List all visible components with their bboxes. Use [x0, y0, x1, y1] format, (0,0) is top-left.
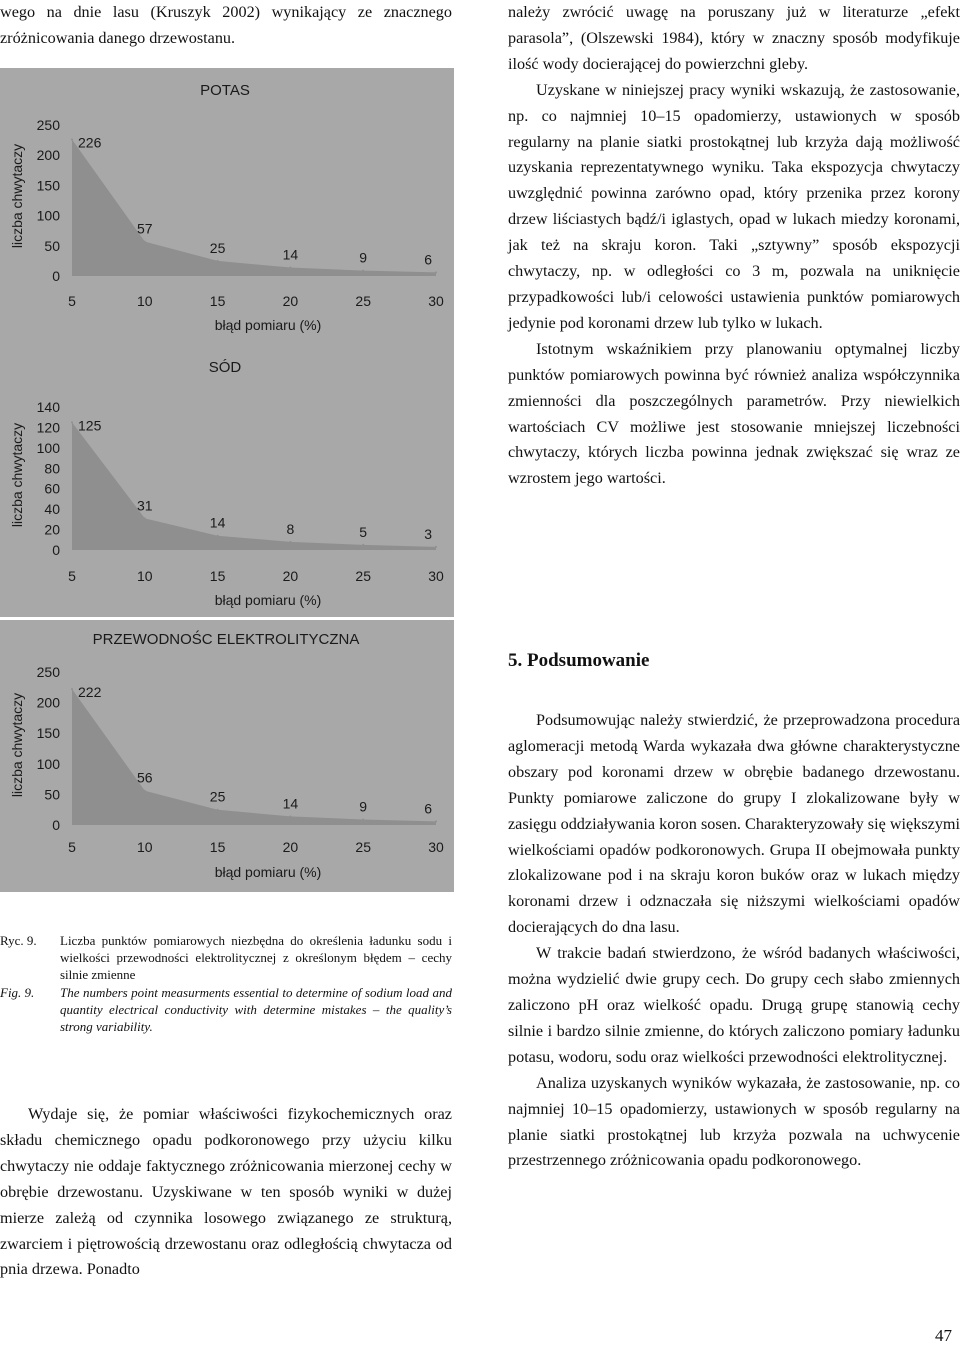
chart-data-point: [435, 271, 437, 273]
chart-data-label: 226: [78, 134, 102, 151]
chart-y-tick-label: 200: [36, 694, 60, 711]
chart-y-tick-label: 50: [44, 237, 60, 254]
chart-data-label: 6: [424, 251, 432, 268]
chart-data-point: [217, 260, 219, 262]
chart-y-axis-label: liczba chwytaczy: [9, 143, 25, 249]
chart-data-label: 25: [209, 788, 226, 805]
chart-data-label: 14: [282, 246, 299, 263]
chart-data-label: 125: [78, 417, 102, 434]
chart-data-label: 25: [209, 239, 226, 256]
chart-x-tick-label: 20: [282, 568, 299, 584]
chart-y-axis-label: liczba chwytaczy: [9, 422, 25, 528]
chart-data-point: [217, 809, 219, 811]
chart-y-axis-label: liczba chwytaczy: [9, 692, 25, 798]
chart-x-tick-label: 15: [209, 839, 226, 855]
chart-x-tick-label: 10: [137, 293, 153, 309]
chart-data-label: 5: [359, 523, 368, 540]
summary-paragraph-2: W trakcie badań stwierdzono, że wśród badanych właściwości, można wydzielić dwie grupy cech. Do grupy cech słabo zmiennych zaliczono pH oraz wielkość opadu. Drugą grupę stanowią cechy silnie i bardzo silnie zmienne, do których zaliczono pomiary ładunku potasu, wodoru, sodu oraz wielkości przewodności elektrolitycznej.: [508, 944, 960, 1066]
right-paragraph-1: należy zwrócić uwagę na poruszany już w literaturze „efekt parasola”, (Olszewski 1984), który w znaczny sposób modyfikuje ilość wody docierającej do powierzchni gleby.: [508, 3, 960, 73]
chart-data-label: 31: [137, 497, 153, 514]
chart-data-point: [289, 815, 291, 817]
chart-data-point: [217, 535, 219, 537]
chart-data-label: 14: [282, 795, 299, 812]
chart-title: SÓD: [208, 359, 242, 376]
chart-data-point: [144, 790, 146, 792]
caption-label-en: Fig. 9.: [0, 984, 35, 1000]
chart-x-tick-label: 15: [209, 568, 226, 584]
left-top-text: [0, 0, 452, 52]
left-top-paragraph: wego na dnie lasu (Kruszyk 2002) wynikający ze znacznego zróżnicowania danego drzewostanu.: [0, 3, 452, 47]
chart-y-tick-label: 100: [36, 439, 60, 456]
chart-y-tick-label: 40: [44, 501, 60, 518]
chart-y-tick-label: 140: [36, 399, 60, 415]
chart-data-point: [362, 544, 364, 546]
chart-x-tick-label: 30: [428, 839, 444, 855]
chart-x-tick-label: 5: [68, 839, 76, 855]
chart-data-label: 57: [137, 220, 153, 237]
chart-data-point: [144, 517, 146, 519]
chart-data-label: 14: [209, 514, 226, 531]
chart-x-axis-label: błąd pomiaru (%): [214, 864, 322, 880]
chart-x-tick-label: 20: [282, 293, 299, 309]
chart-y-tick-label: 250: [36, 117, 60, 133]
caption-text-pl: Liczba punktów pomiarowych niezbędna do określenia ładunku sodu i wielkości przewodności elektrolitycznej z określonym błędem – cechy silnie zmienne: [60, 933, 452, 983]
chart-x-tick-label: 25: [355, 293, 371, 309]
chart-y-tick-label: 150: [36, 725, 60, 742]
chart-data-label: 9: [359, 249, 368, 266]
chart-x-tick-label: 25: [355, 839, 371, 855]
right-column-text: [508, 0, 960, 492]
chart-data-label: 8: [286, 520, 295, 537]
caption-label-pl: Ryc. 9.: [0, 933, 37, 948]
chart-x-tick-label: 10: [137, 568, 153, 584]
chart-x-tick-label: 5: [68, 293, 76, 309]
figure-caption: [0, 932, 452, 1035]
right-paragraph-2: Uzyskane w niniejszej pracy wyniki wskazują, że zastosowanie, np. co najmniej 10–15 opadomierzy, ustawionych w sposób regularny na planie siatki prostokątnej lub krzyża dają możliwość uzyskania reprezentatywnego wyniku. Taka ekspozycja chwytaczy uwzględnić powinna zarówno opad, który przenika przez korony drzew liściastych bądź/i iglastych, opad w lukach miedzy koronami, jak też na skraju koron. Taki „sztywny” sposób ekspozycji chwytaczy, np. w odległości co 3 m, pozwala na uniknięcie przypadkowości lub/i celowości ustawienia punktów pomiarowych jedynie pod koronami drzew lub tylko w lukach.: [508, 80, 960, 332]
chart-x-tick-label: 30: [428, 293, 444, 309]
chart-data-point: [362, 818, 364, 820]
summary-paragraph-3: Analiza uzyskanych wyników wykazała, że zastosowanie, np. co najmniej 10–15 opadomierzy, ustawionych w sposób regularny na planie siatki prostokątnej lub krzyża pozwala na uchwycenie przestrzennego zróżnicowania opadu podkoronowego.: [508, 1073, 960, 1170]
chart-y-tick-label: 250: [36, 664, 60, 680]
summary-paragraph-1: Podsumowując należy stwierdzić, że przeprowadzona procedura aglomeracji metodą Warda wykazała dwa główne charakterystyczne obszary pod koronami drzew w obrębie badanego drzewostanu. Punkty pomiarowe zaliczone do grupy I zlokalizowane były w zasięgu oddziaływania koron sosen. Charakteryzowały się większymi wielkościami opadów podkoronowych. Grupa II obejmowała punkty zlokalizowane pod i na skraju koron buków oraz w lukach między koronami drzew i odznaczała się niższymi wielkościami opadów docierających do dna lasu.: [508, 711, 960, 937]
chart-y-tick-label: 80: [44, 460, 60, 477]
chart-y-tick-label: 150: [36, 177, 60, 194]
chart-x-axis-label: błąd pomiaru (%): [214, 592, 322, 608]
chart-y-tick-label: 60: [44, 480, 60, 497]
caption-text-en: The numbers point measurments essential to determine of sodium load and quantity electrical conductivity with determine mistakes – the quality’s strong variability.: [60, 984, 452, 1035]
chart-y-tick-label: 50: [44, 786, 60, 803]
chart-y-tick-label: 0: [52, 542, 60, 558]
chart-data-point: [144, 241, 146, 243]
chart-x-tick-label: 5: [68, 568, 76, 584]
chart-x-tick-label: 30: [428, 568, 444, 584]
page-number: 47: [935, 1326, 952, 1345]
chart-y-tick-label: 0: [52, 268, 60, 284]
left-bottom-text: [0, 1102, 452, 1283]
chart-x-tick-label: 20: [282, 839, 299, 855]
chart-x-tick-label: 10: [137, 839, 153, 855]
chart-data-point: [435, 820, 437, 822]
chart-potas: [0, 68, 454, 345]
chart-data-label: 222: [78, 684, 102, 701]
chart-przewodnosc: [0, 620, 454, 892]
section-heading: 5. Podsumowanie: [508, 650, 650, 671]
chart-y-tick-label: 0: [52, 817, 60, 833]
chart-data-label: 3: [424, 525, 432, 542]
chart-y-tick-label: 100: [36, 755, 60, 772]
chart-y-tick-label: 20: [44, 521, 60, 538]
chart-data-point: [362, 270, 364, 272]
chart-data-point: [435, 546, 437, 548]
summary-text: [508, 708, 960, 1174]
chart-sod: [0, 345, 454, 617]
left-bottom-paragraph: Wydaje się, że pomiar właściwości fizykochemicznych oraz składu chemicznego opadu podkoronowego przy użyciu kilku chwytaczy nie oddaje faktycznego zróżnicowania mierzonej cechy w obrębie drzewostanu. Uzyskiwane w ten sposób wyniki w dużej mierze zależą od czynnika losowego związanego ze strukturą, zwarciem i piętrowością drzewostanu oraz odległością chwytacza od pnia drzewa. Ponadto: [0, 1105, 452, 1279]
chart-title: PRZEWODNOŚC ELEKTROLITYCZNA: [92, 631, 360, 648]
chart-data-point: [71, 421, 73, 423]
chart-data-point: [289, 267, 291, 269]
chart-title: POTAS: [200, 82, 250, 99]
chart-data-label: 6: [424, 800, 432, 817]
chart-data-point: [289, 541, 291, 543]
chart-data-point: [71, 688, 73, 690]
right-paragraph-3: Istotnym wskaźnikiem przy planowaniu optymalnej liczby punktów pomiarowych powinna być również analiza współczynnika zmienności dla poszczególnych parametrów. Przy niewielkich wartościach CV możliwe jest stosowanie mniejszej liczebności chwytaczy, których liczba powinna jednak zwiększać się wraz ze wzrostem jego wartości.: [508, 339, 960, 488]
chart-y-tick-label: 120: [36, 419, 60, 436]
chart-data-label: 56: [137, 769, 153, 786]
chart-data-label: 9: [359, 798, 368, 815]
chart-y-tick-label: 200: [36, 147, 60, 164]
chart-x-tick-label: 15: [209, 293, 226, 309]
chart-x-tick-label: 25: [355, 568, 371, 584]
chart-y-tick-label: 100: [36, 207, 60, 224]
chart-x-axis-label: błąd pomiaru (%): [214, 317, 322, 333]
chart-data-point: [71, 138, 73, 140]
